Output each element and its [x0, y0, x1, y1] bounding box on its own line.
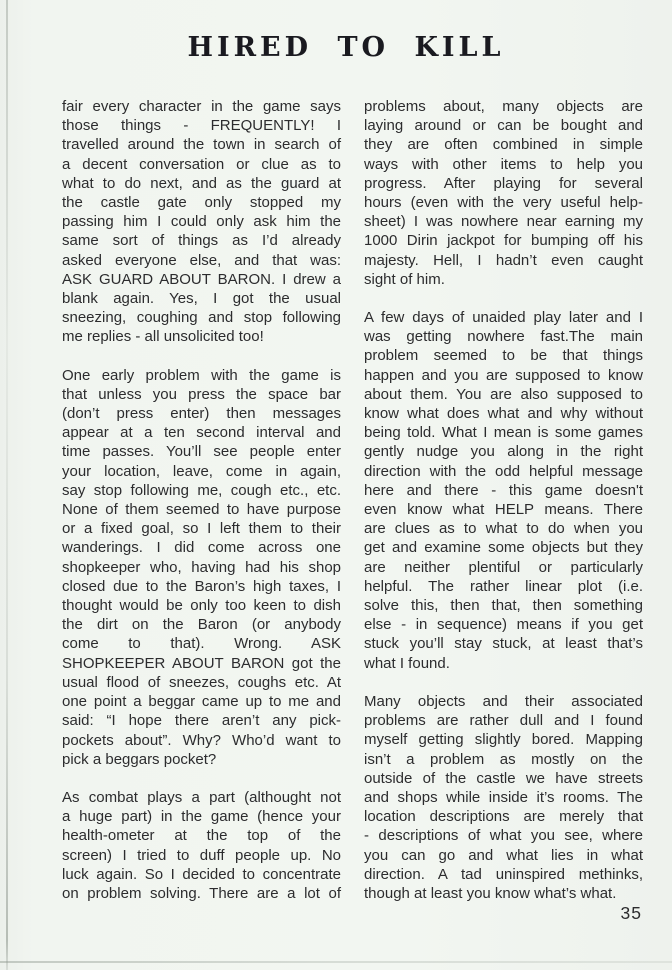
- text-line: laying around or can be bought and: [364, 117, 643, 135]
- text-line: said: “I hope there aren’t any pick-: [62, 712, 341, 730]
- text-line: those things - FREQUENTLY! I: [62, 117, 341, 135]
- text-line: One early problem with the game is: [62, 366, 341, 384]
- text-line: gently nudge you along in the right: [364, 443, 643, 461]
- right-column: [364, 97, 643, 903]
- text-line: know what does what and why without: [364, 405, 643, 423]
- text-line: pockets about”. Why? Who’d want to: [62, 731, 341, 749]
- text-line: they are often combined in simple: [364, 136, 643, 154]
- text-line: here and there - this game doesn't: [364, 481, 643, 499]
- text-line: sneezing, coughing and stop following: [62, 309, 341, 327]
- text-line: you can go and what lies in what: [364, 846, 643, 864]
- text-line: what I found.: [364, 654, 450, 672]
- text-line: direction with the odd helpful message: [364, 462, 643, 480]
- text-line: and shops while inside it’s rooms. The: [364, 788, 643, 806]
- paragraph: [62, 366, 341, 769]
- text-line: shopkeeper who, having had his shop: [62, 558, 341, 576]
- text-line: that unless you press the space bar: [62, 385, 341, 403]
- text-line: one point a beggar came up to me and: [62, 693, 341, 711]
- text-line: 1000 Dirin jackpot for bumping off his: [364, 232, 643, 250]
- text-line: thought would be only too keen to dish: [62, 597, 341, 615]
- text-line: outside of the castle we have streets: [364, 769, 643, 787]
- text-line: A few days of unaided play later and I: [364, 309, 643, 327]
- text-line: or a fixed goal, so I left them to their: [62, 520, 341, 538]
- text-line: time passes. You’ll see people enter: [62, 443, 341, 461]
- text-line: location descriptions are merely that: [364, 808, 643, 826]
- text-line: on problem solving. There are a lot of: [62, 884, 341, 902]
- text-line: isn’t a problem as mostly on the: [364, 750, 643, 768]
- text-line: say stop following me, cough etc., etc.: [62, 481, 341, 499]
- text-line: ASK GUARD ABOUT BARON. I drew a: [62, 270, 341, 288]
- text-line: me replies - all unsolicited too!: [62, 328, 264, 346]
- text-line: ways with other items to help you: [364, 155, 643, 173]
- page-title: HIRED TO KILL: [187, 32, 505, 63]
- text-line: majesty. Hell, I hadn’t even caught: [364, 251, 643, 269]
- text-line: myself getting slightly bored. Mapping: [364, 731, 643, 749]
- text-line: a decent conversation or clue as to: [62, 155, 341, 173]
- paragraph: [364, 692, 643, 903]
- text-line: about them. You are also supposed to: [364, 385, 643, 403]
- text-line: (don’t press enter) then messages: [62, 405, 341, 423]
- text-line: even know what HELP means. There: [364, 501, 643, 519]
- paragraph: [62, 788, 341, 903]
- text-line: what to do next, and as the guard at: [62, 174, 341, 192]
- text-line: happen and you are supposed to know: [364, 366, 643, 384]
- text-line: problems are rather dull and I found: [364, 712, 643, 730]
- text-line: appear at a ten second interval and: [62, 424, 341, 442]
- text-line: progress. After playing for several: [364, 174, 643, 192]
- article-body: [62, 97, 643, 903]
- text-line: same sort of things as I’d already: [62, 232, 341, 250]
- text-line: the dirt on the Baron (or anybody: [62, 616, 341, 634]
- text-line: usual flood of sneezes, coughs etc. At: [62, 673, 341, 691]
- text-line: blank again. Yes, I got the usual: [62, 290, 341, 308]
- text-line: a huge part) in the game (hence your: [62, 808, 341, 826]
- text-line: - descriptions of what you see, where: [364, 827, 643, 845]
- left-column: [62, 97, 341, 903]
- text-line: None of them seemed to have purpose: [62, 501, 341, 519]
- text-line: helpful. The rather linear plot (i.e.: [364, 577, 643, 595]
- text-line: travelled around the town in search of: [62, 136, 341, 154]
- text-line: stuck you’ll stay stuck, at least that’s: [364, 635, 643, 653]
- text-line: As combat plays a part (althought not: [62, 788, 341, 806]
- text-line: screen) I tried to duff people up. No: [62, 846, 341, 864]
- text-line: get and examine some objects but they: [364, 539, 643, 557]
- text-line: fair every character in the game says: [62, 98, 341, 115]
- text-line: asked everyone else, and that was:: [62, 251, 341, 269]
- text-line: sight of him.: [364, 270, 445, 288]
- text-line: being told. What I mean is some games: [364, 424, 643, 442]
- text-line: your location, leave, come in again,: [62, 462, 341, 480]
- text-line: hours (even with the very useful help-: [364, 194, 643, 212]
- text-line: the castle gate only stopped my: [62, 194, 341, 212]
- paragraph: [364, 97, 643, 289]
- paragraph: [62, 97, 341, 347]
- text-line: sheet) I was nowhere near earning my: [364, 213, 643, 231]
- text-line: Many objects and their associated: [364, 692, 643, 710]
- text-line: pick a beggars pocket?: [62, 750, 217, 768]
- text-line: are neither plentiful or particularly: [364, 558, 643, 576]
- page-number: 35: [620, 903, 642, 923]
- text-line: though at least you know what’s what.: [364, 884, 617, 902]
- text-line: problems about, many objects are: [364, 98, 643, 115]
- text-line: problem seemed to be that things: [364, 347, 643, 365]
- text-line: solve this, then that, then something: [364, 597, 643, 615]
- text-line: direction. A tad uninspired methinks,: [364, 865, 643, 883]
- text-line: SHOPKEEPER ABOUT BARON got the: [62, 654, 341, 672]
- text-line: are clues as to what to do when you: [364, 520, 643, 538]
- page-edge-shadow-bottom: [0, 961, 672, 963]
- text-line: luck again. So I decided to concentrate: [62, 865, 341, 883]
- paragraph: [364, 308, 643, 673]
- text-line: was getting nowhere fast.The main: [364, 328, 643, 346]
- page-edge-shadow-left: [6, 0, 8, 970]
- text-line: come to that). Wrong. ASK: [62, 635, 341, 653]
- text-line: wanderings. I did come across one: [62, 539, 341, 557]
- text-line: closed due to the Baron’s high taxes, I: [62, 577, 341, 595]
- text-line: else - in sequence) means if you get: [364, 616, 643, 634]
- text-line: health-ometer at the top of the: [62, 827, 341, 845]
- text-line: passing him I could only ask him the: [62, 213, 341, 231]
